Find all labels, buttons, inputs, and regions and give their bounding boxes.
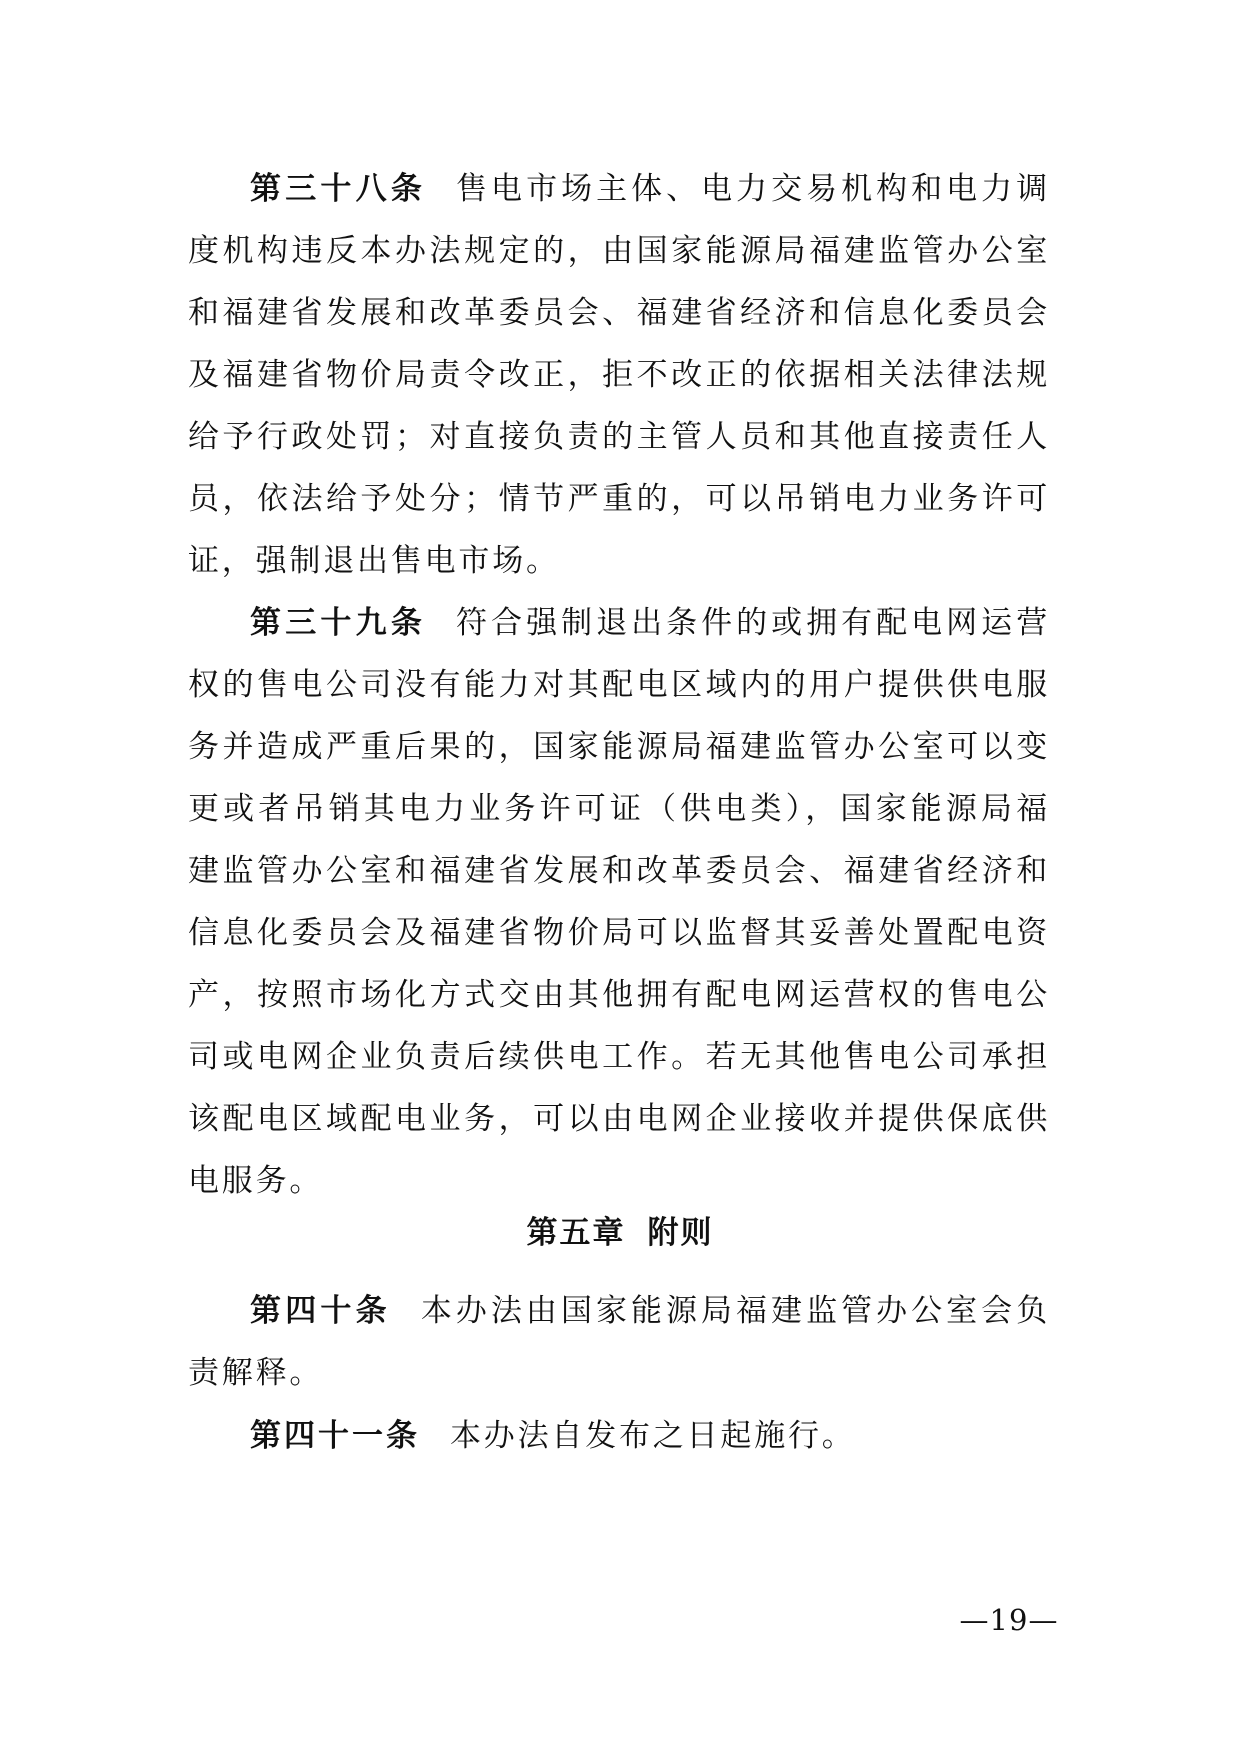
- article-38-text: 售电市场主体、电力交易机构和电力调度机构违反本办法规定的，由国家能源局福建监管办公室和福建省发展和改革委员会、福建省经济和信息化委员会及福建省物价局责令改正，拒不改正的依据相关法律法规给予行政处罚；对直接负责的主管人员和其他直接责任人员，依法给予处分；情节严重的，可以吊销电力业务许可证，强制退出售电市场。: [188, 171, 1050, 579]
- article-40-number: 第四十条: [250, 1293, 391, 1329]
- article-39-number: 第三十九条: [250, 605, 427, 641]
- article-39: [188, 592, 1050, 1212]
- article-40-text: 本办法由国家能源局福建监管办公室会负责解释。: [188, 1293, 1050, 1391]
- article-41-number: 第四十一条: [250, 1418, 420, 1454]
- article-39-text: 符合强制退出条件的或拥有配电网运营权的售电公司没有能力对其配电区域内的用户提供供电服务并造成严重后果的，国家能源局福建监管办公室可以变更或者吊销其电力业务许可证（供电类），国家能源局福建监管办公室和福建省发展和改革委员会、福建省经济和信息化委员会及福建省物价局可以监督其妥善处置配电资产，按照市场化方式交由其他拥有配电网运营权的售电公司或电网企业负责后续供电工作。若无其他售电公司承担该配电区域配电业务，可以由电网企业接收并提供保底供电服务。: [188, 605, 1050, 1199]
- article-38: [188, 158, 1050, 592]
- page-number: —19—: [959, 1603, 1059, 1637]
- article-41: [188, 1405, 1050, 1467]
- chapter-heading: [0, 1202, 1240, 1264]
- chapter-number: 第五章: [526, 1215, 626, 1251]
- article-40: [188, 1280, 1050, 1404]
- article-38-number: 第三十八条: [250, 171, 427, 207]
- chapter-name: 附则: [647, 1215, 714, 1251]
- article-41-text: 本办法自发布之日起施行。: [450, 1418, 856, 1454]
